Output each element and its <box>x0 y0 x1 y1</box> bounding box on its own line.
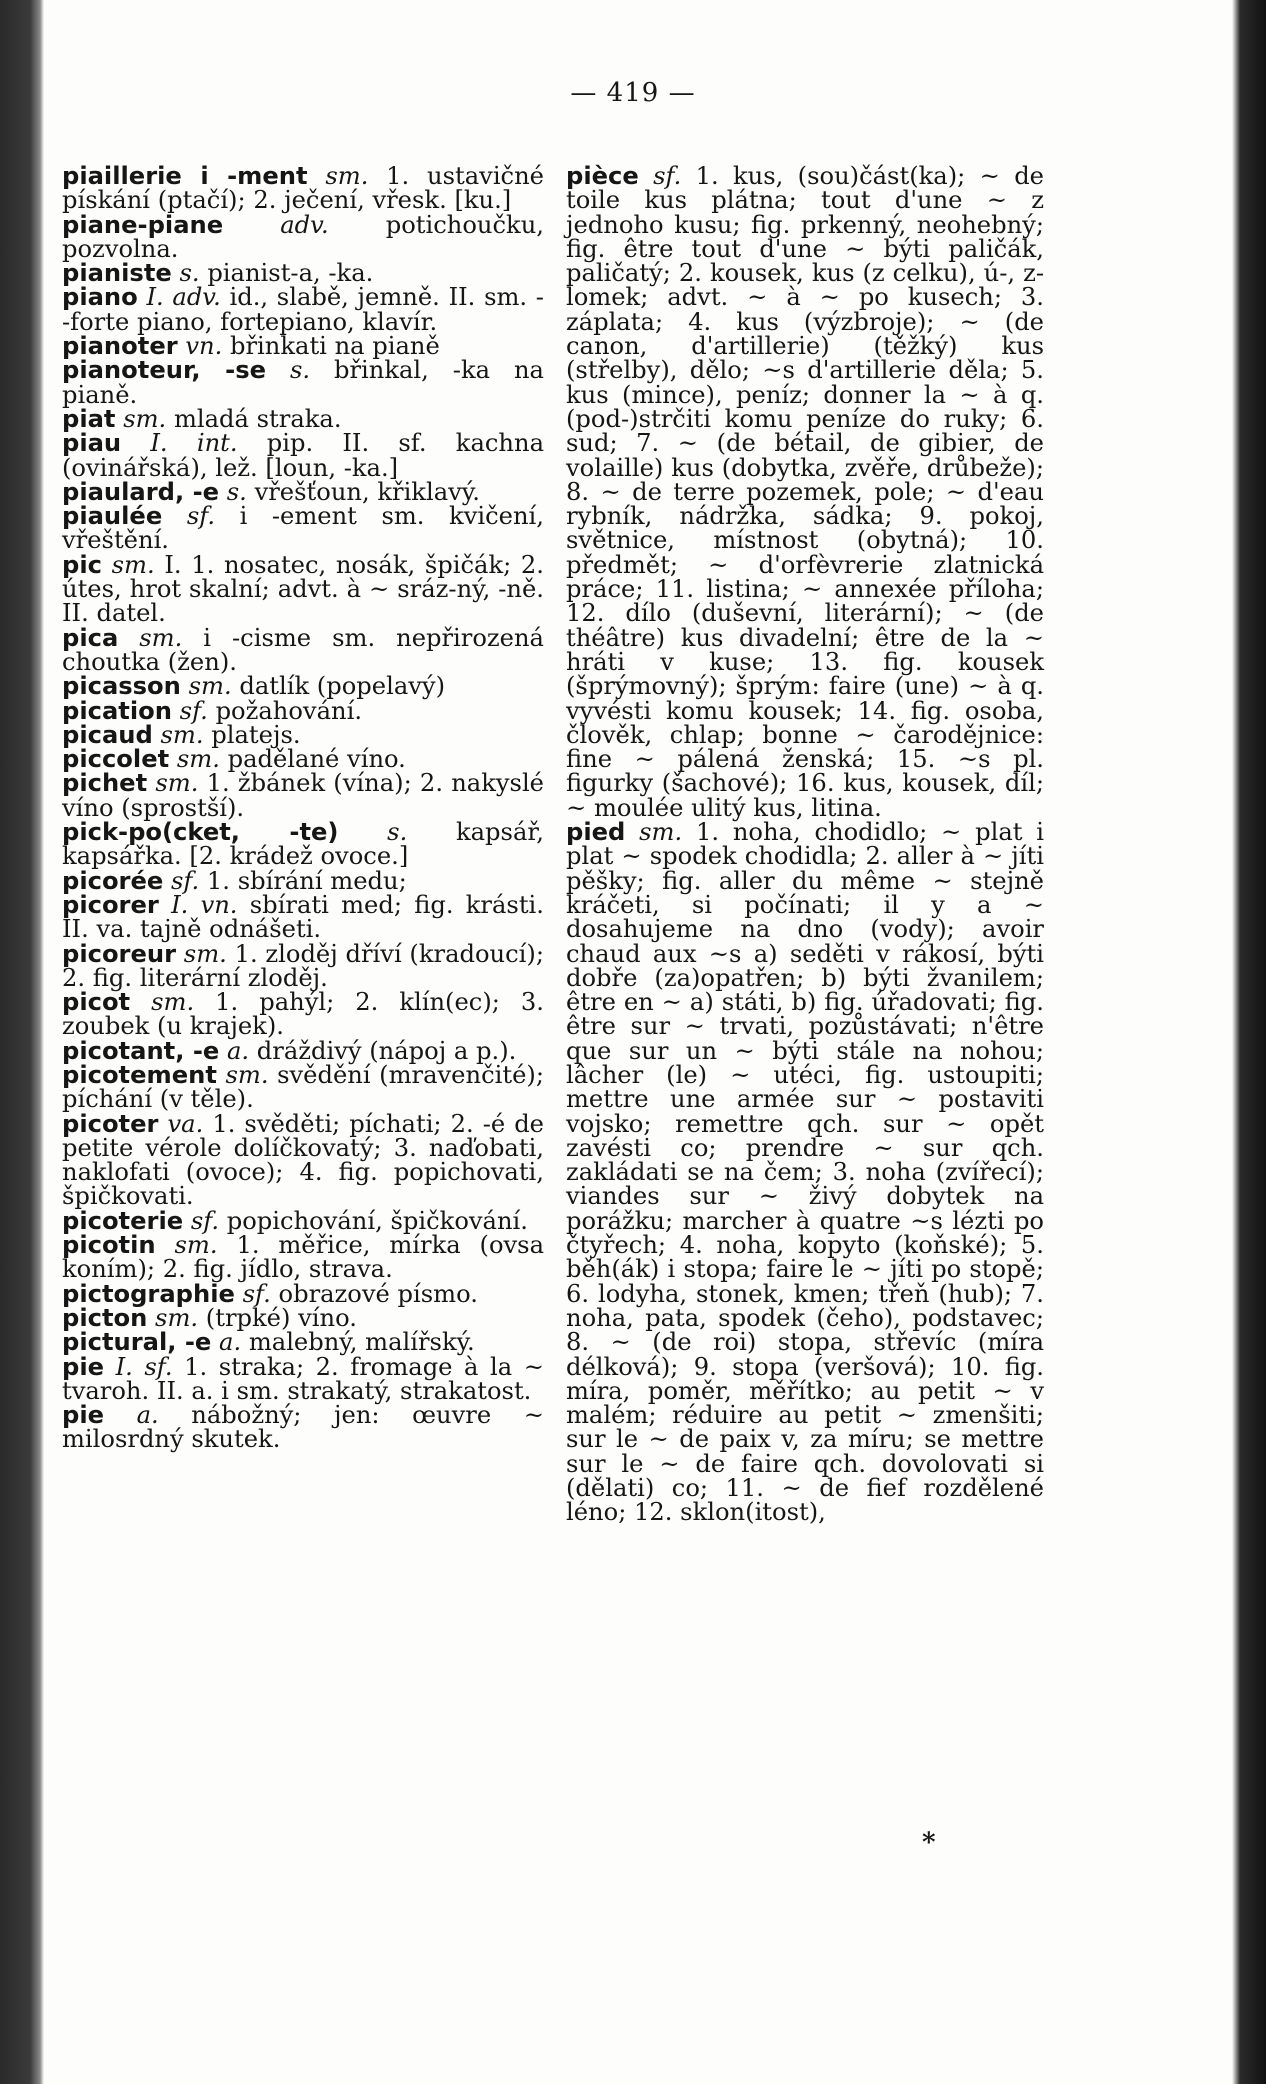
scan-right-edge <box>1232 0 1266 2084</box>
dictionary-entry <box>62 1109 544 1211</box>
entry-grammar: s. <box>289 356 311 385</box>
dictionary-entry <box>62 164 544 213</box>
page-number: — 419 — <box>570 78 696 108</box>
entry-definition: požahování. <box>215 696 363 725</box>
entry-grammar: adv. <box>280 210 329 239</box>
dictionary-entry <box>62 1303 544 1332</box>
entry-grammar: sf. <box>186 502 216 531</box>
dictionary-entry <box>62 332 544 361</box>
dictionary-entry <box>62 404 544 433</box>
dictionary-entry <box>62 210 544 263</box>
entry-headword: pianoter <box>62 332 178 361</box>
entry-headword: picoter <box>62 1109 159 1138</box>
dictionary-entry <box>62 285 544 334</box>
entry-definition: 1. měřice, mírka (ovsa koním); 2. fig. jídlo, strava. <box>62 1231 544 1284</box>
entry-definition: kapsář, kapsářka. [2. krádež ovoce.] <box>62 818 544 871</box>
entry-headword: piaulard, -e <box>62 477 220 506</box>
entry-definition: 1. svěděti; píchati; 2. -é de petite vérole dolíčkovatý; 3. naďobati, naklofati (ovoce); 4. fig. popichovati, špičkovati. <box>62 1109 544 1211</box>
entry-definition: 1. kus, (sou)část(ka); ~ de toile kus plátna; tout d'une ~ z jednoho kusu; fig. prkenný, neohebný; fig. être tout d'une ~ býti paličák, paličatý; 2. kousek, kus (z celku), ú-, z-lomek; advt. ~ à ~ po kusech; 3. záplata; 4. kus (výzbroje); ~ (de canon, d'artillerie) (těžký) kus (střelby), dělo; ~s d'artillerie děla; 5. kus (mince), peníz; donner la ~ à q. (pod-)strčiti komu peníze do ruky; 6. sud; 7. ~ (de bétail, de gibier, de volaille) kus (dobytka, zvěře, drůbeže); 8. ~ de terre pozemek, pole; ~ d'eau rybník, nádržka, sádka; 9. pokoj, světnice, místnost (obytná); 10. předmět; ~ d'orfèvrerie zlatnická práce; 11. listina; ~ annexée příloha; 12. dílo (duševní, literární); ~ (de théâtre) kus divadelní; être de la ~ hráti v kuse; 13. fig. kousek (šprýmovný); šprým: faire (une) ~ à q. vyvésti komu kousek; 14. fig. osoba, člověk, chlap; bonne ~ čarodějnice: fine ~ pálená ženská; 15. ~s pl. figurky (šachové); 16. kus, kousek, díl; ~ moulée ulitý kus, litina. <box>566 162 1044 822</box>
entry-headword: pica <box>62 623 119 652</box>
entry-grammar: s. <box>179 259 200 288</box>
entry-definition: padělané víno. <box>227 745 406 774</box>
entry-definition: vřešťoun, křiklavý. <box>254 477 480 506</box>
entry-definition: 1. straka; 2. fromage à la ~ tvaroh. II. a. i sm. strakatý, strakatost. <box>62 1352 544 1405</box>
dictionary-entry <box>62 550 544 628</box>
entry-definition: I. 1. nosatec, nosák, špičák; 2. útes, hrot skalní; advt. à ~ sráz-ný, -ně. II. datel. <box>62 550 544 628</box>
entry-grammar: s. <box>226 477 247 506</box>
dictionary-entry <box>62 259 544 288</box>
dictionary-entry <box>62 1036 544 1065</box>
entry-headword: piccolet <box>62 745 170 774</box>
entry-headword: picasson <box>62 672 181 701</box>
entry-definition: břinkati na pianě <box>230 332 440 361</box>
entry-grammar: I. sf. <box>115 1352 173 1381</box>
entry-definition: i -cisme sm. nepřirozená choutka (žen). <box>62 623 544 676</box>
dictionary-entry <box>62 939 544 992</box>
dictionary-entry <box>62 1352 544 1405</box>
entry-headword: pication <box>62 696 172 725</box>
left-column <box>62 164 544 1452</box>
entry-grammar: sm. <box>183 939 227 968</box>
entry-definition: 1. sbírání medu; <box>206 866 407 895</box>
entry-grammar: sf. <box>653 162 682 190</box>
scan-left-edge <box>0 0 44 2084</box>
entry-headword: picotin <box>62 1231 156 1260</box>
entry-grammar: sm. <box>139 623 183 652</box>
entry-definition: břinkal, -ka na pianě. <box>62 356 544 409</box>
entry-definition: pianist-a, -ka. <box>207 259 374 288</box>
entry-definition: id., slabě, jemně. II. sm. --forte piano, fortepiano, klavír. <box>62 283 544 336</box>
right-column <box>566 164 1044 1525</box>
dictionary-entry <box>566 164 1044 820</box>
entry-definition: 1. pahýl; 2. klín(ec); 3. zoubek (u krajek). <box>62 988 544 1041</box>
dictionary-entry <box>62 504 544 553</box>
entry-definition: platejs. <box>211 720 301 749</box>
dictionary-entry <box>566 820 1044 1525</box>
entry-grammar: va. <box>167 1109 204 1138</box>
entry-headword: piano <box>62 283 138 312</box>
entry-definition: pip. II. sf. kachna (ovinářská), lež. [loun, -ka.] <box>62 429 544 482</box>
dictionary-entry <box>62 1328 544 1357</box>
entry-grammar: sm. <box>160 720 204 749</box>
entry-definition: 1. noha, chodidlo; ~ plat i plat ~ spodek chodidla; 2. aller à ~ jíti pěšky; fig. aller du même ~ stejně kráčeti, si počínati; il y a ~ dosahujeme na dno (vody); avoir chaud aux ~s a) seděti v rákosí, býti dobře (za)opatřen; b) býti žvanilem; être en ~ a) státi, b) fig. úřadovati; fig. être sur ~ trvati, pozůstávati; n'être que sur un ~ býti stále na nohou; lâcher (le) ~ utéci, fig. ustoupiti; mettre une armée sur ~ postaviti vojsko; remettre qch. sur ~ opět zavésti co; prendre ~ sur qch. zakládati se na čem; 3. noha (zvířecí); viandes sur ~ živý dobytek na porážku; marcher à quatre ~s lézti po čtyřech; 4. noha, kopyto (koňské); 5. běh(ák) i stopa; faire le ~ jíti po stopě; 6. lodyha, stonek, kmen; třeň (hub); 7. noha, pata, spodek (čeho), podstavec; 8. ~ (de roi) stopa, střevíc (míra délková); 9. stopa (veršová); 10. fig. míra, poměr, měřítko; au petit ~ v malém; réduire au petit ~ zmenšiti; sur le ~ de paix v, za míru; se mettre sur le ~ de faire qch. dovolovati si (dělati) co; 11. ~ de fief rozdělené léno; 12. sklon(itost), <box>566 818 1044 1527</box>
entry-definition: svědění (mravenčité); píchání (v těle). <box>62 1060 544 1114</box>
entry-definition: 1. žbánek (vína); 2. nakyslé víno (sprostší). <box>62 769 544 822</box>
entry-definition: popichování, špičkování. <box>226 1206 528 1235</box>
entry-grammar: I. vn. <box>171 890 238 919</box>
dictionary-entry <box>62 866 544 895</box>
entry-definition: 1. ustavičné pískání (ptačí); 2. ječení, vřesk. [ku.] <box>62 162 544 215</box>
entry-headword: pièce <box>566 162 639 190</box>
entry-headword: piat <box>62 404 116 433</box>
entry-headword: piaulée <box>62 502 163 531</box>
entry-headword: picorer <box>62 890 159 919</box>
entry-grammar: vn. <box>185 332 223 361</box>
entry-headword: picot <box>62 988 131 1017</box>
entry-definition: nábožný; jen: œuvre ~ milosrdný skutek. <box>62 1401 544 1454</box>
entry-grammar: sm. <box>225 1060 269 1089</box>
entry-headword: piane-piane <box>62 210 224 239</box>
entry-headword: picotement <box>62 1060 217 1089</box>
entry-headword: pied <box>566 818 626 847</box>
dictionary-entry <box>62 1206 544 1235</box>
dictionary-entry <box>62 820 544 869</box>
entry-headword: pick-po(cket, -te) <box>62 818 339 847</box>
entry-definition: sbírati med; fig. krásti. II. va. tajně odnášeti. <box>62 890 544 944</box>
entry-grammar: sm. <box>151 988 195 1017</box>
entry-definition: 1. zloděj dříví (kradoucí); 2. fig. literární zloděj. <box>62 939 544 992</box>
entry-definition: datlík (popelavý) <box>239 672 446 701</box>
entry-headword: pichet <box>62 769 148 798</box>
entry-grammar: sf. <box>171 866 200 895</box>
dictionary-entry <box>62 431 544 480</box>
entry-grammar: sm. <box>155 769 199 798</box>
page-end-asterisk: * <box>922 1828 936 1858</box>
entry-grammar: a. <box>136 1401 159 1430</box>
entry-definition: potichoučku, pozvolna. <box>62 210 544 263</box>
dictionary-entry <box>62 1233 544 1282</box>
entry-definition: malebný, malířský. <box>248 1328 475 1357</box>
entry-grammar: a. <box>219 1328 242 1357</box>
entry-grammar: sm. <box>155 1303 199 1332</box>
entry-grammar: sm. <box>111 550 155 579</box>
entry-grammar: s. <box>387 818 408 847</box>
dictionary-entry <box>62 1060 544 1114</box>
entry-definition: mladá straka. <box>173 404 342 433</box>
entry-grammar: sm. <box>188 672 232 701</box>
entry-headword: piaillerie i -ment <box>62 162 308 190</box>
entry-grammar: sf. <box>179 696 208 725</box>
dictionary-entry <box>62 1279 544 1308</box>
entry-definition: i -ement sm. kvičení, vřeštění. <box>62 502 544 555</box>
dictionary-entry <box>62 990 544 1039</box>
entry-grammar: sm. <box>174 1231 218 1260</box>
entry-grammar: sf. <box>190 1206 220 1235</box>
entry-headword: picorée <box>62 866 164 895</box>
entry-grammar: I. int. <box>150 429 238 458</box>
entry-headword: pictographie <box>62 1279 235 1308</box>
entry-grammar: sf. <box>242 1279 271 1308</box>
entry-headword: picoreur <box>62 939 177 968</box>
dictionary-entry <box>62 477 544 506</box>
entry-headword: pie <box>62 1401 105 1430</box>
dictionary-entry <box>62 745 544 774</box>
entry-headword: piau <box>62 429 122 458</box>
dictionary-entry <box>62 623 544 676</box>
entry-headword: pie <box>62 1352 105 1381</box>
entry-headword: pianoteur, -se <box>62 356 267 385</box>
dictionary-entry <box>62 890 544 944</box>
entry-grammar: sm. <box>123 404 167 433</box>
entry-grammar: a. <box>226 1036 250 1065</box>
dictionary-entry <box>62 1403 544 1452</box>
entry-headword: pictural, -e <box>62 1328 212 1357</box>
dictionary-entry <box>62 672 544 701</box>
dictionary-entry <box>62 771 544 820</box>
entry-headword: pianiste <box>62 259 172 288</box>
entry-headword: picotant, -e <box>62 1036 220 1065</box>
entry-definition: dráždivý (nápoj a p.). <box>256 1036 517 1065</box>
entry-grammar: sm. <box>176 745 220 774</box>
entry-headword: picoterie <box>62 1206 184 1235</box>
entry-headword: picaud <box>62 720 153 749</box>
entry-definition: (trpké) víno. <box>205 1303 357 1332</box>
entry-definition: obrazové písmo. <box>278 1279 478 1308</box>
entry-headword: picton <box>62 1303 148 1332</box>
dictionary-entry <box>62 358 544 407</box>
entry-grammar: I. adv. <box>146 283 221 312</box>
entry-grammar: sm. <box>325 162 369 190</box>
entry-grammar: sm. <box>639 818 683 847</box>
dictionary-entry <box>62 720 544 749</box>
dictionary-entry <box>62 696 544 725</box>
entry-headword: pic <box>62 550 102 579</box>
